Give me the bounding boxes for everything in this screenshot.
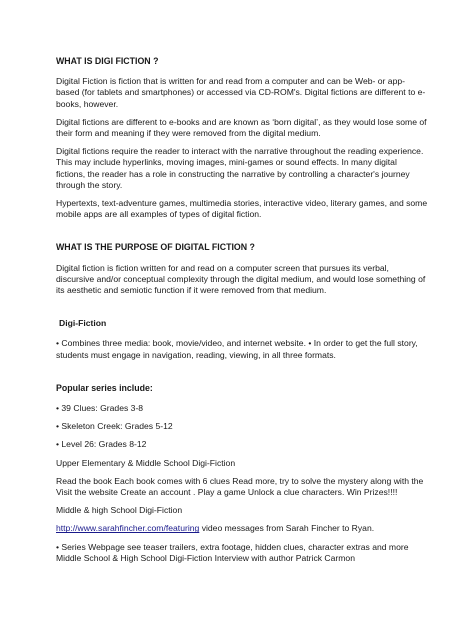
paragraph-middle-high: Middle & high School Digi-Fiction	[56, 505, 183, 516]
list-item: • Skeleton Creek: Grades 5-12	[56, 421, 173, 432]
list-item: • 39 Clues: Grades 3-8	[56, 403, 144, 414]
paragraph-interaction: Digital fictions require the reader to interact with the narrative throughout the reading experience. This may include hyperlinks, moving images, mini-games or sound effects. In many digital fictions, the reader has a role in constructing the narrative by controlling a character's journey through the story.	[56, 146, 424, 190]
heading-digi-fiction: Digi-Fiction	[59, 318, 107, 329]
paragraph-upper-elementary: Upper Elementary & Middle School Digi-Fiction	[56, 457, 236, 468]
sarahfincher-link[interactable]: http://www.sarahfincher.com/featuring	[56, 523, 200, 534]
featuring-tail-text: video messages from Sarah Fincher to Ryan.	[199, 523, 375, 534]
heading-what-is-digi-fiction: WHAT IS DIGI FICTION ?	[56, 56, 159, 66]
heading-popular-series: Popular series include:	[56, 382, 153, 393]
heading-purpose: WHAT IS THE PURPOSE OF DIGITAL FICTION ?	[56, 242, 255, 253]
paragraph-series-webpage: • Series Webpage see teaser trailers, extra footage, hidden clues, character extras and more Middle School & High School Digi-Fiction Interview with author Patrick Carmon	[56, 541, 409, 563]
paragraph-read-the-book: Read the book Each book comes with 6 clues Read more, try to solve the mystery along with the Visit the website Create an account . Play a game Unlock a clue characters. Win Prizes!!!!	[56, 475, 424, 498]
paragraph-definition: Digital Fiction is fiction that is written for and read from a computer and can be Web- or app-based (for tablets and smartphones) or accessed via CD-ROM's. Digital fictions are different to e-books, however.	[56, 76, 426, 109]
list-item: • Level 26: Grades 8-12	[56, 439, 147, 450]
paragraph-featuring	[56, 523, 428, 534]
paragraph-combines-media: • Combines three media: book, movie/video, and internet website. • In order to get the full story, students must engage in navigation, reading, viewing, in all three formats.	[56, 338, 418, 360]
paragraph-born-digital: Digital fictions are different to e-books and are known as ‘born digital’, as they would lose some of their form and meaning if they were removed from the digital medium.	[56, 116, 427, 139]
paragraph-purpose: Digital fiction is fiction written for and read on a computer screen that pursues its verbal, discursive and/or conceptual complexity through the digital medium, and would lose something of its aesthetic and semiotic function if it were removed from that medium.	[56, 262, 426, 296]
paragraph-examples: Hypertexts, text-adventure games, multimedia stories, interactive video, literary games, and some mobile apps are all examples of types of digital fiction.	[56, 198, 428, 220]
